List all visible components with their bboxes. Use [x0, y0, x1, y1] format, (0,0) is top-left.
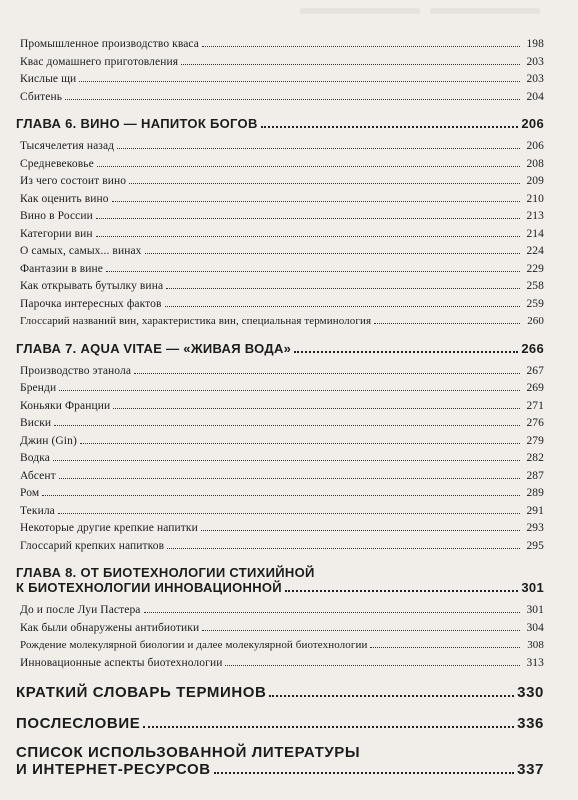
toc-entry-title: Бренди [20, 382, 57, 394]
toc-page-number: 203 [526, 73, 544, 85]
toc-item[interactable] [20, 261, 544, 279]
toc-entry-title: Глоссарий крепких напитков [20, 539, 165, 552]
toc-entry-title: И ИНТЕРНЕТ-РЕСУРСОВ [16, 761, 211, 778]
toc-entry-title: Некоторые другие крепкие напитки [20, 522, 198, 534]
dot-leader [261, 126, 519, 128]
toc-page-number: 293 [526, 522, 544, 534]
toc-entry-title: Абсент [20, 469, 56, 482]
dot-leader [144, 612, 520, 613]
toc-page-number: 260 [527, 315, 544, 327]
toc-item[interactable] [20, 363, 544, 381]
toc-page-number: 258 [526, 280, 544, 292]
toc-entry-title: Коньяки Франции [20, 399, 111, 412]
dot-leader [167, 548, 520, 549]
chapter-8-title-line2-row [16, 580, 544, 596]
dot-leader [97, 166, 520, 167]
toc-page-number: 282 [526, 452, 544, 464]
dot-leader [214, 772, 514, 774]
toc-page-number: 259 [526, 297, 544, 310]
toc-page-number: 214 [526, 227, 544, 240]
toc-item[interactable] [20, 191, 544, 209]
toc-entry-title: Инновационные аспекты биотехнологии [20, 656, 223, 669]
toc-entry-title: Вино в России [20, 210, 93, 222]
show-through-area [300, 2, 560, 32]
toc-entry-title: Джин (Gin) [20, 434, 77, 447]
toc-item[interactable] [20, 433, 544, 451]
toc-page-number: 271 [526, 399, 544, 412]
toc-item[interactable] [20, 468, 544, 486]
toc-item[interactable] [20, 313, 544, 331]
toc-page-number: 267 [526, 364, 544, 377]
toc-page-number: 330 [517, 684, 544, 701]
dot-leader [374, 323, 520, 324]
toc-entry-title: Производство этанола [20, 364, 132, 377]
toc-page-number: 269 [526, 382, 544, 394]
table-of-contents [16, 36, 544, 778]
toc-entry-title: Глоссарий названий вин, характеристика вин, специальная терминология [20, 315, 372, 327]
chapter-7-heading[interactable] [16, 341, 544, 357]
toc-page-number: 266 [521, 340, 544, 356]
dot-leader [134, 373, 520, 374]
toc-page-number: 208 [526, 157, 544, 170]
show-through-mark [300, 8, 420, 14]
dot-leader [59, 478, 520, 479]
dot-leader [65, 99, 520, 100]
chapter-8-items [16, 602, 544, 672]
toc-entry-title: О самых, самых... винах [20, 245, 142, 257]
toc-item[interactable] [20, 602, 544, 620]
chapter-6-items [16, 138, 544, 331]
toc-page-number: 276 [526, 417, 544, 429]
toc-group-continuation [16, 36, 544, 106]
toc-item[interactable] [20, 520, 544, 538]
toc-entry-title: КРАТКИЙ СЛОВАРЬ ТЕРМИНОВ [16, 684, 267, 701]
toc-page-number: 213 [526, 210, 544, 222]
toc-item[interactable] [20, 485, 544, 503]
toc-entry-title: Из чего состоит вино [20, 175, 127, 187]
toc-entry-title: Средневековье [20, 157, 94, 170]
dot-leader [80, 443, 520, 444]
toc-page-number: 304 [526, 621, 544, 634]
toc-item[interactable] [20, 655, 544, 673]
toc-page-number: 308 [527, 639, 544, 651]
toc-entry-title: Ром [20, 487, 40, 499]
toc-page-number: 337 [517, 761, 544, 778]
dot-leader [269, 695, 514, 697]
toc-entry-title: Виски [20, 417, 52, 429]
dot-leader [54, 425, 520, 426]
toc-item[interactable] [20, 380, 544, 398]
dot-leader [58, 513, 520, 514]
toc-entry-title: ГЛАВА 7. AQUA VITAE — «ЖИВАЯ ВОДА» [16, 340, 292, 356]
toc-item[interactable] [20, 54, 544, 72]
toc-entry-title: Как открывать бутылку вина [20, 280, 164, 292]
chapter-8-heading[interactable] [16, 565, 544, 596]
toc-item[interactable] [20, 538, 544, 556]
dot-leader [79, 81, 520, 82]
toc-page-number: 209 [526, 175, 544, 187]
toc-entry-title: Водка [20, 452, 50, 464]
dot-leader [181, 64, 520, 65]
show-through-mark [430, 8, 540, 14]
toc-page-number: 206 [521, 116, 544, 131]
toc-page-number: 313 [526, 656, 544, 669]
toc-entry-title: Кислые щи [20, 73, 77, 85]
toc-page-number: 203 [526, 55, 544, 68]
dot-leader [112, 201, 520, 202]
dot-leader [202, 630, 520, 631]
dot-leader [201, 530, 520, 531]
toc-item[interactable] [20, 71, 544, 89]
references-heading[interactable] [16, 744, 544, 778]
toc-entry-title: ГЛАВА 6. ВИНО — НАПИТОК БОГОВ [16, 116, 258, 131]
toc-page-number: 198 [526, 38, 544, 50]
toc-entry-title: К БИОТЕХНОЛОГИИ ИННОВАЦИОННОЙ [16, 580, 282, 595]
dot-leader [113, 408, 520, 409]
dot-leader [42, 495, 520, 496]
toc-entry-title: Категории вин [20, 227, 93, 240]
toc-entry-title: Квас домашнего приготовления [20, 55, 179, 68]
toc-item[interactable] [20, 156, 544, 174]
dot-leader [143, 726, 514, 728]
toc-entry-title: Промышленное производство кваса [20, 38, 199, 50]
dot-leader [166, 288, 520, 289]
toc-item[interactable] [20, 36, 544, 54]
toc-page-number: 210 [526, 192, 544, 205]
toc-entry-title: Рождение молекулярной биологии и далее молекулярной биотехнологии [20, 639, 368, 651]
toc-page-number: 291 [526, 504, 544, 517]
toc-page-number: 229 [526, 262, 544, 275]
toc-page-number: 204 [526, 90, 544, 103]
toc-item[interactable] [20, 226, 544, 244]
toc-item[interactable] [20, 243, 544, 261]
references-title-line2-row [16, 761, 544, 778]
chapter-6-heading[interactable] [16, 116, 544, 132]
toc-item[interactable] [20, 637, 544, 655]
references-title-line1: СПИСОК ИСПОЛЬЗОВАННОЙ ЛИТЕРАТУРЫ [16, 744, 361, 761]
chapter-8-title-line1: ГЛАВА 8. ОТ БИОТЕХНОЛОГИИ СТИХИЙНОЙ [16, 565, 315, 580]
toc-item[interactable] [20, 620, 544, 638]
toc-entry-title: Текила [20, 504, 55, 517]
afterword-heading[interactable] [16, 715, 544, 732]
toc-item[interactable] [20, 398, 544, 416]
toc-item[interactable] [20, 503, 544, 521]
toc-entry-title: ПОСЛЕСЛОВИЕ [16, 715, 141, 732]
toc-entry-title: Как оценить вино [20, 192, 109, 205]
dot-leader [96, 218, 520, 219]
toc-page-number: 287 [526, 469, 544, 482]
dot-leader [129, 183, 520, 184]
dot-leader [370, 647, 520, 648]
dot-leader [285, 590, 518, 592]
toc-page-number: 289 [526, 487, 544, 499]
toc-page-number: 301 [521, 580, 544, 595]
toc-entry-title: Фантазии в вине [20, 262, 103, 275]
toc-item[interactable] [20, 89, 544, 107]
toc-page-number: 224 [526, 245, 544, 257]
dot-leader [106, 271, 520, 272]
dot-leader [225, 665, 520, 666]
toc-item[interactable] [20, 296, 544, 314]
toc-entry-title: Тысячелетия назад [20, 140, 115, 152]
toc-page-number: 206 [526, 140, 544, 152]
toc-item[interactable] [20, 415, 544, 433]
dot-leader [96, 236, 520, 237]
dot-leader [294, 351, 518, 353]
dot-leader [53, 460, 520, 461]
chapter-7-items [16, 363, 544, 556]
toc-entry-title: Парочка интересных фактов [20, 297, 162, 310]
toc-item[interactable] [20, 138, 544, 156]
toc-item[interactable] [20, 450, 544, 468]
toc-page-number: 295 [526, 539, 544, 552]
dot-leader [117, 148, 520, 149]
glossary-heading[interactable] [16, 684, 544, 701]
toc-page-number: 336 [517, 715, 544, 732]
dot-leader [202, 46, 520, 47]
toc-entry-title: Как были обнаружены антибиотики [20, 621, 200, 634]
toc-page-number: 301 [526, 604, 544, 616]
toc-entry-title: До и после Луи Пастера [20, 604, 141, 616]
dot-leader [165, 306, 520, 307]
toc-page-number: 279 [526, 434, 544, 447]
dot-leader [59, 390, 520, 391]
dot-leader [145, 253, 520, 254]
toc-item[interactable] [20, 278, 544, 296]
toc-item[interactable] [20, 208, 544, 226]
toc-item[interactable] [20, 173, 544, 191]
toc-entry-title: Сбитень [20, 90, 63, 103]
